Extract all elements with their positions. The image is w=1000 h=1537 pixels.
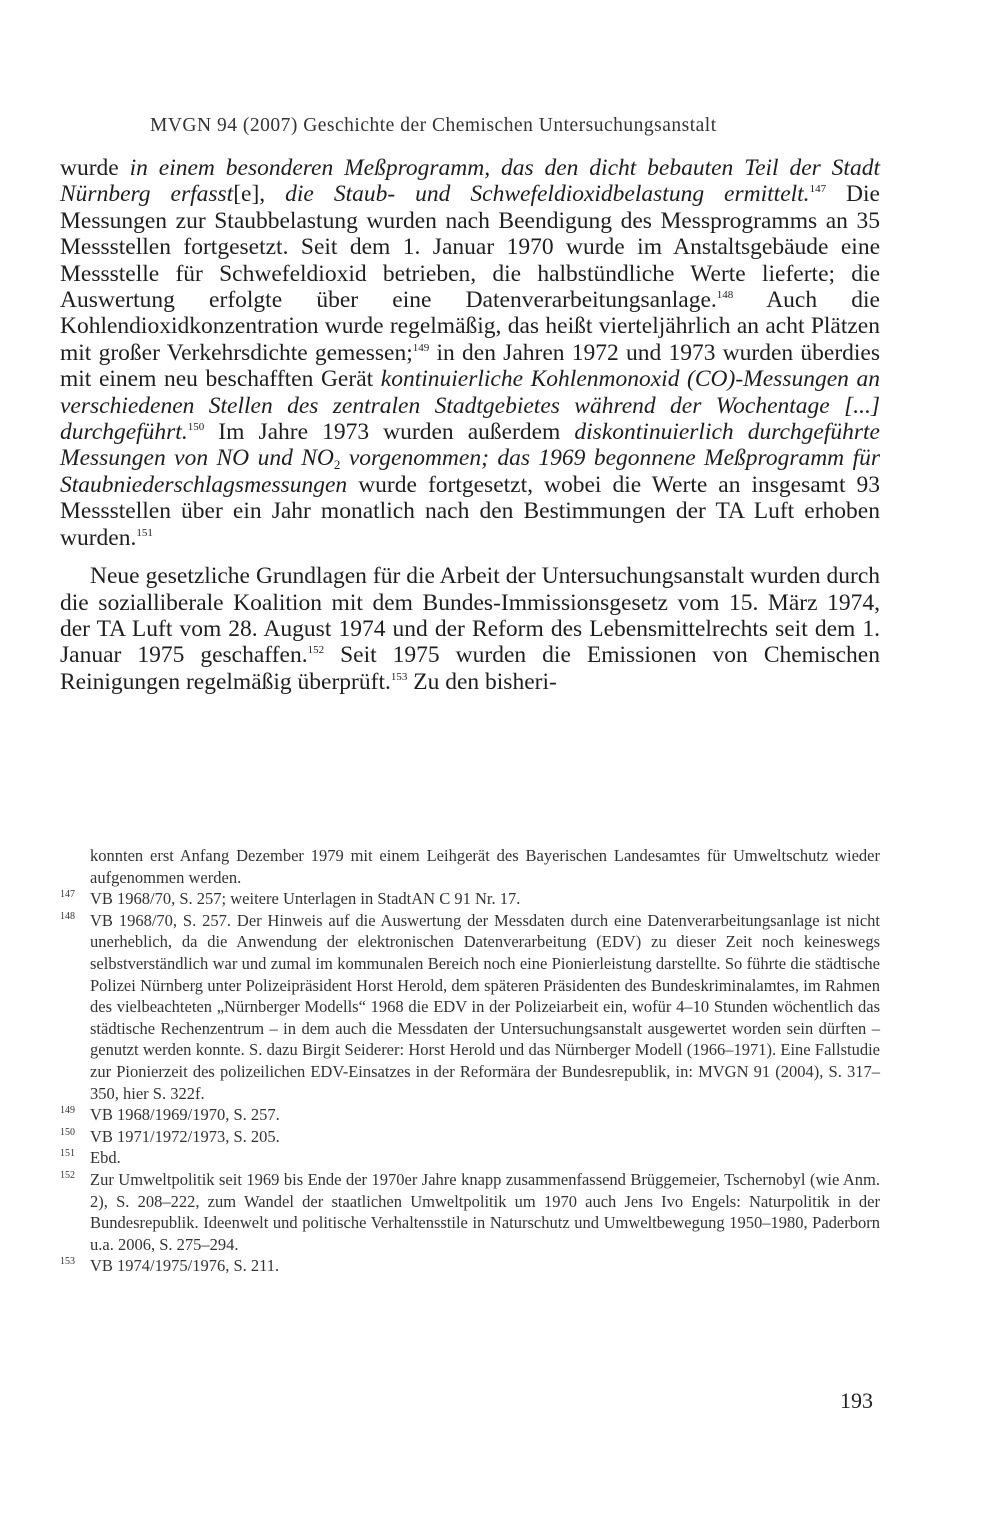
footnote-text: Ebd. [90, 1148, 121, 1168]
text-span: [e], [233, 181, 286, 208]
footnote-ref-150: 150 [187, 421, 205, 434]
quoted-text: die Staub- und Schwefeldioxidbelastung ermittelt. [285, 181, 810, 208]
footnote-ref-151: 151 [136, 526, 153, 539]
footnote-ref-147: 147 [809, 183, 827, 196]
footnote-number: 148 [60, 910, 75, 922]
footnote-text: VB 1968/1969/1970, S. 257. [90, 1105, 280, 1125]
footnote-152 [60, 1169, 880, 1255]
text-span: Neue gesetzliche Grundlagen für die Arbeit der Untersuchungsanstalt wurden durch die sozialliberale Koalition mit dem Bundes-Immissionsgesetz vom 15. März 1974, der TA Luft vom 28. August 1974 und der Reform des Lebensmittelrechts seit dem 1. Januar 1975 geschaffen. [60, 563, 880, 669]
text-span: wurde fortgesetzt, wobei die Werte an insgesamt 93 Messstellen über ein Jahr monatlich nach den Bestimmungen der TA Luft erhoben wurden. [60, 471, 880, 551]
text-span: Seit 1975 wurden die Emissionen von Chemischen Reinigungen regelmäßig überprüft. [60, 642, 880, 695]
footnote-ref-148: 148 [716, 289, 734, 302]
text-span: in den Jahren 1972 und 1973 wurden überdies mit einem neu beschafften Gerät [60, 339, 881, 393]
text-span: wurde [60, 155, 130, 181]
footnote-text: VB 1974/1975/1976, S. 211. [90, 1256, 280, 1276]
text-span: Die Messungen zur Staubbelastung wurden nach Beendigung des Messprogramms an 35 Messstellen fortgesetzt. Seit dem 1. Januar 1970 wurde im Anstaltsgebäude eine Messstelle für Schwefeldioxid betrieben, die halbstündliche Werte lieferte; die Auswertung erfolgte über eine Datenverarbeitungsanlage. [60, 181, 880, 314]
footnote-ref-152: 152 [307, 644, 325, 657]
footnote-continuation [60, 845, 880, 888]
footnote-147 [60, 888, 880, 910]
footnote-number: 150 [60, 1126, 75, 1138]
footnote-ref-149: 149 [412, 341, 430, 354]
quoted-text: kontinuierliche Kohlenmonoxid (CO)-Messungen an verschiedenen Stellen des zentralen Stadtgebietes während der Wochentage [...] durchgeführt. [60, 366, 880, 446]
footnote-text: VB 1968/70, S. 257. Der Hinweis auf die Auswertung der Messdaten durch eine Datenverarbeitungsanlage ist nicht unerheblich, da die Anwendung der elektronischen Datenverarbeitung (EDV) zu dieser Zeit noch keineswegs selbstverständlich war und zumal im kommunalen Bereich noch eine Pionierleistung darstellte. So führte die städtische Polizei Nürnberg unter Polizeipräsident Horst Herold, dem späteren Präsidenten des Bundeskriminalamtes, im Rahmen des vielbeachteten „Nürnberger Modells“ 1968 die EDV in der Polizeiarbeit ein, wofür 4–10 Stunden wöchentlich das städtische Rechenzentrum – in dem auch die Messdaten der Untersuchungsanstalt ausgewertet worden sein dürften – genutzt werden konnte. S. dazu Birgit Seiderer: Horst Herold und das Nürnberger Modell (1966–1971). Eine Fallstudie zur Pionierzeit des polizeilichen EDV-Einsatzes in der Reformära der Bundesrepublik, in: MVGN 91 (2004), S. 317–350, hier S. 322f. [90, 910, 880, 1103]
footnote-number: 153 [60, 1256, 75, 1268]
running-head: MVGN 94 (2007) Geschichte der Chemischen Untersuchungsanstalt [150, 115, 717, 136]
footnote-151 [60, 1147, 880, 1169]
footnote-ref-153: 153 [390, 670, 408, 683]
text-span: Im Jahre 1973 wurden außerdem [204, 419, 575, 446]
footnote-number: 151 [60, 1148, 75, 1160]
footnote-text: konnten erst Anfang Dezember 1979 mit einem Leihgerät des Bayerischen Landesamtes für Umweltschutz wieder aufgenommen werden. [90, 846, 880, 887]
paragraph-2 [60, 563, 880, 695]
footnote-148 [60, 910, 880, 1104]
footnote-number: 147 [60, 889, 75, 901]
footnote-149 [60, 1104, 880, 1126]
footnote-text: VB 1971/1972/1973, S. 205. [90, 1126, 280, 1146]
footnote-text: VB 1968/70, S. 257; weitere Unterlagen in StadtAN C 91 Nr. 17. [90, 889, 521, 909]
footnote-number: 149 [60, 1105, 75, 1117]
text-span: Zu den bisheri- [407, 668, 557, 695]
page-number: 193 [840, 1388, 873, 1413]
quoted-text: diskontinuierlich durchgeführte Messungen von NO und NO [60, 419, 880, 472]
footnote-150 [60, 1126, 880, 1148]
footnotes [60, 845, 880, 1277]
subscript: 2 [333, 457, 341, 473]
quoted-text: in einem besonderen Meßprogramm, das den dicht bebauten Teil der Stadt Nürnberg erfasst [60, 155, 880, 208]
body-text [60, 155, 880, 695]
footnote-153 [60, 1255, 880, 1277]
footnote-text: Zur Umweltpolitik seit 1969 bis Ende der 1970er Jahre knapp zusammenfassend Brüggemeier, Tschernobyl (wie Anm. 2), S. 208–222, zum Wandel der staatlichen Umweltpolitik um 1970 auch Jens Ivo Engels: Naturpolitik in der Bundesrepublik. Ideenwelt und politische Verhaltensstile in Naturschutz und Umweltbewegung 1950–1980, Paderborn u.a. 2006, S. 275–294. [90, 1169, 880, 1254]
text-span: Auch die Kohlendioxidkonzentration wurde regelmäßig, das heißt vierteljährlich an acht Plätzen mit großer Verkehrsdichte gemessen; [60, 287, 880, 366]
quoted-text: vorgenommen; das 1969 begonnene Meßprogramm für Staubniederschlagsmessungen [60, 445, 881, 498]
footnote-number: 152 [60, 1169, 75, 1181]
paragraph-1 [60, 155, 880, 551]
